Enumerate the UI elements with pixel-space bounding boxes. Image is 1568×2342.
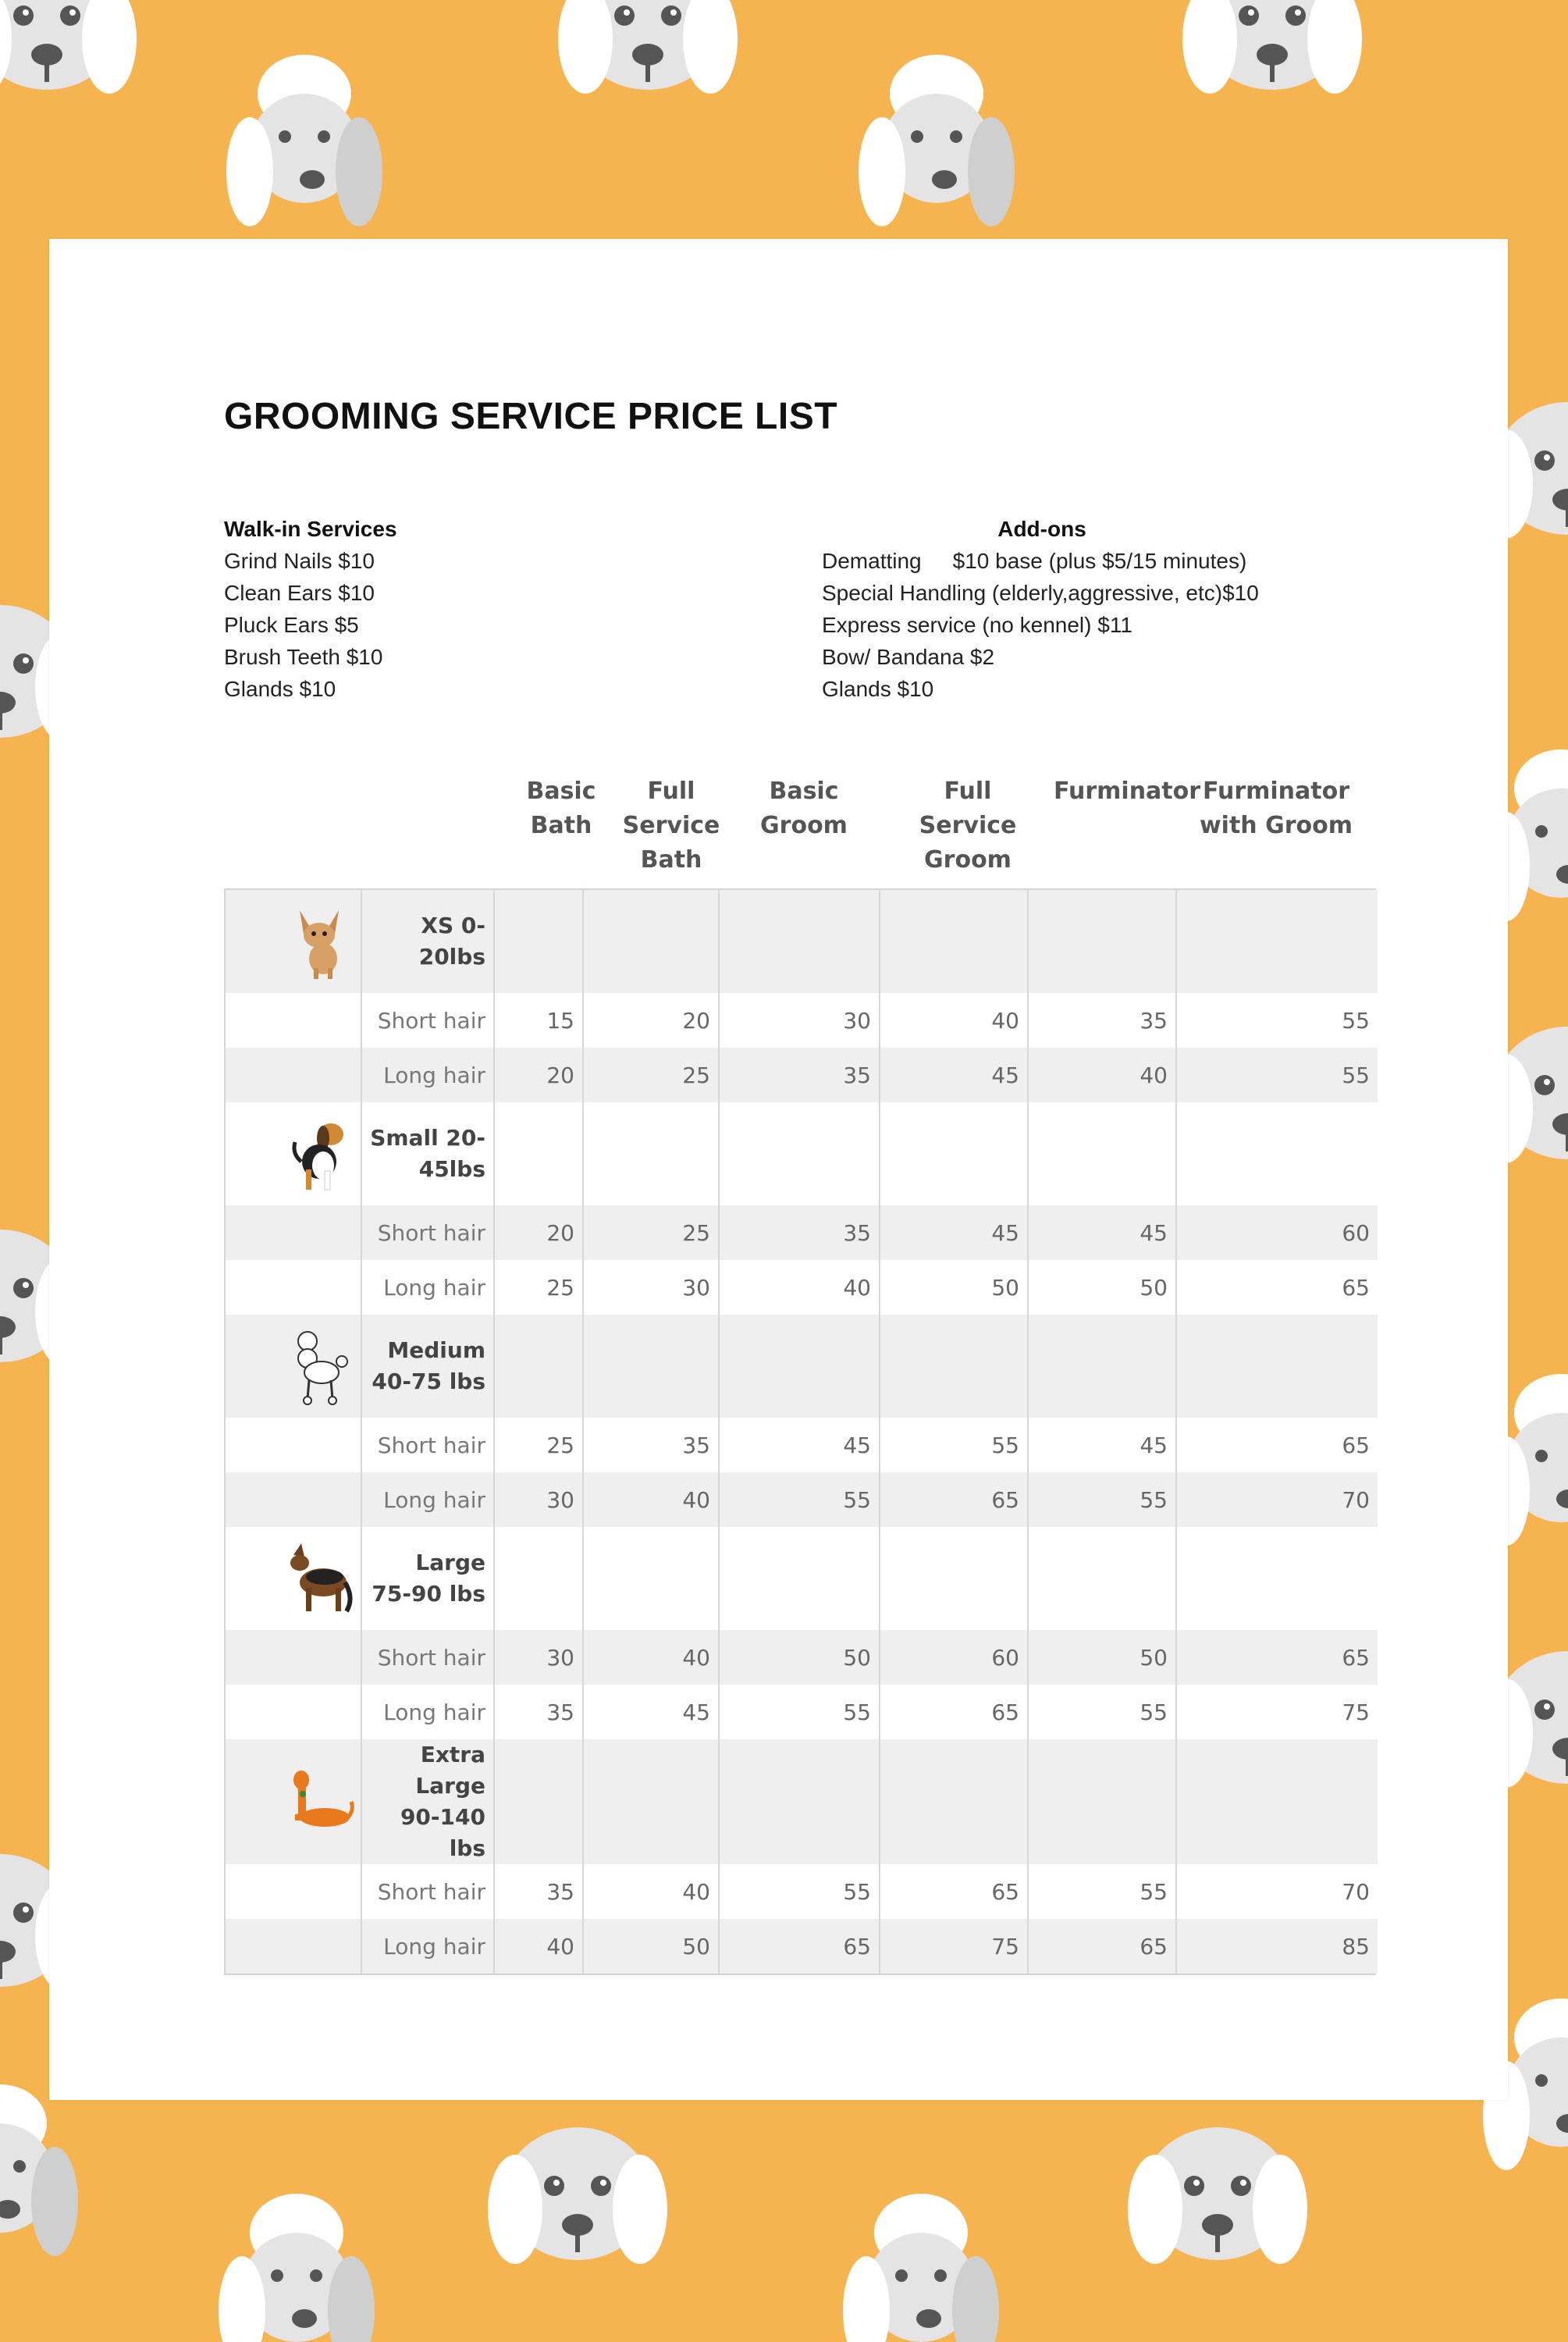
great-dane-icon: [284, 1763, 354, 1841]
empty-cell: [880, 1527, 1028, 1630]
empty-cell: [583, 1102, 719, 1205]
price-cell: 30: [719, 993, 880, 1048]
price-cell: 20: [494, 1048, 583, 1102]
empty-cell: [1028, 890, 1176, 993]
price-cell: 45: [583, 1685, 719, 1739]
price-cell: 65: [880, 1685, 1028, 1739]
price-cell: 25: [494, 1260, 583, 1315]
price-cell: 55: [1028, 1685, 1176, 1739]
price-cell: 50: [1028, 1260, 1176, 1315]
chihuahua-icon: [284, 902, 354, 981]
hair-type-label: Long hair: [361, 1048, 494, 1102]
empty-cell: [583, 1527, 719, 1630]
empty-cell: [494, 1102, 583, 1205]
empty-cell: [1176, 1315, 1378, 1418]
empty-cell: [719, 890, 880, 993]
price-table-headers: [492, 774, 1378, 876]
price-cell: 65: [719, 1919, 880, 1974]
price-cell: 45: [880, 1205, 1028, 1260]
price-cell: 40: [880, 993, 1028, 1048]
price-cell: 40: [719, 1260, 880, 1315]
hair-type-label: Short hair: [361, 993, 494, 1048]
empty-cell: [1028, 1315, 1176, 1418]
empty-cell: [719, 1102, 880, 1205]
category-icon-cell: [226, 1315, 361, 1418]
category-row: [226, 1527, 1378, 1630]
empty-cell: [583, 1739, 719, 1864]
empty-cell: [226, 1919, 361, 1974]
price-cell: 55: [1176, 993, 1378, 1048]
price-cell: 55: [1176, 1048, 1378, 1102]
price-cell: 50: [880, 1260, 1028, 1315]
price-row: [226, 1048, 1378, 1102]
hair-type-label: Long hair: [361, 1472, 494, 1527]
empty-cell: [226, 1418, 361, 1472]
empty-cell: [583, 890, 719, 993]
price-cell: 45: [1028, 1205, 1176, 1260]
walkin-item: Brush Teeth $10: [224, 645, 383, 669]
price-cell: 70: [1176, 1864, 1378, 1919]
price-cell: 55: [1028, 1864, 1176, 1919]
price-cell: 70: [1176, 1472, 1378, 1527]
category-label: Large 75-90 lbs: [361, 1527, 494, 1630]
addon-item: Bow/ Bandana $2: [822, 645, 995, 669]
price-cell: 50: [1028, 1630, 1176, 1685]
empty-cell: [880, 1102, 1028, 1205]
walkin-item: Grind Nails $10: [224, 549, 375, 573]
empty-cell: [583, 1315, 719, 1418]
page-title: GROOMING SERVICE PRICE LIST: [224, 396, 838, 437]
price-cell: 45: [1028, 1418, 1176, 1472]
header-furminator: Furminator: [1054, 778, 1201, 805]
empty-cell: [880, 890, 1028, 993]
empty-cell: [226, 1685, 361, 1739]
price-row: [226, 1260, 1378, 1315]
header-basic-groom: Basic Groom: [760, 778, 848, 839]
price-cell: 25: [494, 1418, 583, 1472]
empty-cell: [226, 1205, 361, 1260]
price-row: [226, 1919, 1378, 1974]
price-row: [226, 1418, 1378, 1472]
price-cell: 85: [1176, 1919, 1378, 1974]
price-list-page: [49, 239, 1508, 2100]
category-label: Small 20-45lbs: [361, 1102, 494, 1205]
price-cell: 65: [1176, 1630, 1378, 1685]
price-cell: 15: [494, 993, 583, 1048]
empty-cell: [1028, 1527, 1176, 1630]
price-cell: 35: [719, 1048, 880, 1102]
price-cell: 35: [1028, 993, 1176, 1048]
walkin-services-section: [224, 514, 692, 705]
empty-cell: [226, 1260, 361, 1315]
hair-type-label: Long hair: [361, 1919, 494, 1974]
addon-item-dematting: Dematting $10 base (plus $5/15 minutes): [822, 549, 1247, 573]
empty-cell: [1176, 1527, 1378, 1630]
price-cell: 35: [494, 1685, 583, 1739]
empty-cell: [226, 1630, 361, 1685]
price-row: [226, 1685, 1378, 1739]
empty-cell: [719, 1739, 880, 1864]
price-cell: 20: [494, 1205, 583, 1260]
addon-item: Special Handling (elderly,aggressive, etc)$10: [822, 581, 1259, 605]
empty-cell: [1176, 1102, 1378, 1205]
walkin-item: Pluck Ears $5: [224, 613, 359, 637]
price-row: [226, 1205, 1378, 1260]
price-cell: 65: [880, 1864, 1028, 1919]
empty-cell: [719, 1527, 880, 1630]
header-basic-bath: Basic Bath: [526, 778, 596, 839]
empty-cell: [226, 1864, 361, 1919]
empty-cell: [226, 1472, 361, 1527]
price-cell: 40: [583, 1630, 719, 1685]
price-cell: 20: [583, 993, 719, 1048]
empty-cell: [226, 1048, 361, 1102]
category-icon-cell: [226, 1739, 361, 1864]
price-cell: 60: [880, 1630, 1028, 1685]
hair-type-label: Long hair: [361, 1685, 494, 1739]
price-cell: 55: [1028, 1472, 1176, 1527]
walkin-heading: Walk-in Services: [224, 517, 397, 541]
header-full-service-groom: Full Service Groom: [919, 778, 1017, 874]
empty-cell: [719, 1315, 880, 1418]
category-row: [226, 1102, 1378, 1205]
price-table: [224, 888, 1376, 1975]
price-cell: 50: [583, 1919, 719, 1974]
price-row: [226, 1630, 1378, 1685]
category-label: Extra Large 90-140 lbs: [361, 1739, 494, 1864]
price-cell: 55: [880, 1418, 1028, 1472]
hair-type-label: Short hair: [361, 1630, 494, 1685]
price-cell: 60: [1176, 1205, 1378, 1260]
price-row: [226, 1472, 1378, 1527]
price-cell: 50: [719, 1630, 880, 1685]
german-shepherd-icon: [284, 1539, 354, 1618]
addons-section: [822, 514, 1384, 705]
category-icon-cell: [226, 1527, 361, 1630]
empty-cell: [1028, 1102, 1176, 1205]
category-icon-cell: [226, 1102, 361, 1205]
price-cell: 35: [494, 1864, 583, 1919]
addon-item: Express service (no kennel) $11: [822, 613, 1132, 637]
price-cell: 65: [1176, 1260, 1378, 1315]
header-full-service-bath: Full Service Bath: [622, 778, 720, 874]
category-icon-cell: [226, 890, 361, 993]
addon-item: Glands $10: [822, 677, 934, 701]
beagle-icon: [284, 1115, 354, 1193]
price-cell: 35: [583, 1418, 719, 1472]
category-label: XS 0-20lbs: [361, 890, 494, 993]
hair-type-label: Short hair: [361, 1864, 494, 1919]
hair-type-label: Short hair: [361, 1205, 494, 1260]
header-furminator-with-groom: Furminator with Groom: [1199, 778, 1353, 839]
price-cell: 65: [1176, 1418, 1378, 1472]
walkin-item: Clean Ears $10: [224, 581, 375, 605]
price-cell: 55: [719, 1864, 880, 1919]
empty-cell: [1176, 890, 1378, 993]
poodle-icon: [284, 1327, 354, 1405]
price-cell: 40: [583, 1864, 719, 1919]
empty-cell: [494, 1739, 583, 1864]
price-cell: 55: [719, 1685, 880, 1739]
price-cell: 55: [719, 1472, 880, 1527]
empty-cell: [1028, 1739, 1176, 1864]
price-cell: 40: [494, 1919, 583, 1974]
price-cell: 75: [1176, 1685, 1378, 1739]
price-cell: 30: [494, 1472, 583, 1527]
price-cell: 30: [583, 1260, 719, 1315]
addons-heading: Add-ons: [997, 517, 1086, 541]
category-label: Medium 40-75 lbs: [361, 1315, 494, 1418]
price-cell: 65: [1028, 1919, 1176, 1974]
price-cell: 75: [880, 1919, 1028, 1974]
price-row: [226, 1864, 1378, 1919]
empty-cell: [494, 1527, 583, 1630]
empty-cell: [880, 1315, 1028, 1418]
walkin-item: Glands $10: [224, 677, 336, 701]
empty-cell: [494, 1315, 583, 1418]
category-row: [226, 890, 1378, 993]
price-cell: 45: [719, 1418, 880, 1472]
price-cell: 65: [880, 1472, 1028, 1527]
hair-type-label: Short hair: [361, 1418, 494, 1472]
price-cell: 25: [583, 1205, 719, 1260]
empty-cell: [880, 1739, 1028, 1864]
price-cell: 35: [719, 1205, 880, 1260]
price-cell: 45: [880, 1048, 1028, 1102]
empty-cell: [226, 993, 361, 1048]
price-cell: 25: [583, 1048, 719, 1102]
category-row: [226, 1315, 1378, 1418]
category-row: [226, 1739, 1378, 1864]
empty-cell: [494, 890, 583, 993]
price-cell: 40: [1028, 1048, 1176, 1102]
empty-cell: [1176, 1739, 1378, 1864]
price-row: [226, 993, 1378, 1048]
price-cell: 40: [583, 1472, 719, 1527]
price-cell: 30: [494, 1630, 583, 1685]
hair-type-label: Long hair: [361, 1260, 494, 1315]
